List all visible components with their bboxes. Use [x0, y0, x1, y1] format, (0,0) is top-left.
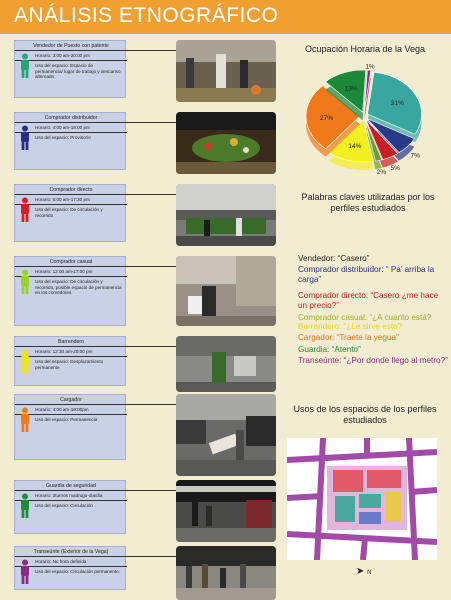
keywords-title: Palabras claves utilizadas por los perfiles estudiados: [301, 192, 435, 213]
keyword-quote: Cargador: “Traete la yegua”: [298, 333, 399, 342]
divider: [15, 490, 127, 491]
pie-slice-label: 5%: [390, 164, 400, 172]
pie-slice-label: 1%: [365, 63, 375, 71]
pie-slice-label: 14%: [348, 143, 362, 151]
connector-line: [127, 50, 177, 51]
profile-title: Cargador: [60, 397, 82, 403]
profile-card: [14, 336, 126, 386]
pie-slice-label: 31%: [390, 100, 404, 108]
connector-line: [127, 194, 177, 195]
profile-title: Comprador casual: [49, 259, 93, 265]
divider: [15, 414, 127, 415]
divider: [15, 404, 127, 405]
photo-barrendero: [176, 336, 276, 392]
profile-uso: Uso del espacio: De circulación y recorrido, posible espacio de permanencia en los comedores.: [35, 279, 122, 296]
site-map: [287, 438, 437, 560]
photo-comprador-casual: [176, 256, 276, 326]
profile-card: [14, 184, 126, 242]
profile-horario: Horario: 3:00 am-20:00 pm: [35, 53, 90, 58]
page-title: ANÁLISIS ETNOGRÁFICO: [14, 4, 279, 27]
profile-uso: Uso del espacio: Permanencia: [35, 417, 98, 422]
connector-line: [127, 490, 177, 491]
keyword-quote: Vendedor: “Casero”: [298, 254, 370, 263]
profile-card: [14, 256, 126, 326]
divider: [15, 356, 127, 357]
pie-slice-label: 2%: [376, 169, 386, 177]
profile-card: [14, 40, 126, 98]
profile-uso: Uso del espacio: Espacio de permanencia/ lugar de trabajo y descanso alternado: [35, 63, 121, 80]
pie-slice-label: 27%: [320, 115, 334, 123]
profile-title: Comprador directo: [49, 187, 93, 193]
chart-title: Ocupación Horaria de la Vega: [304, 44, 426, 54]
photo-guardia: [176, 480, 276, 542]
profile-uso: Uso del espacio: Desplazamiento permanente: [35, 359, 104, 370]
person-icon: [19, 559, 31, 585]
profile-card: [14, 480, 126, 534]
divider: [15, 346, 127, 347]
photo-vendedor: [176, 40, 276, 102]
person-icon: [19, 53, 31, 79]
divider: [15, 204, 127, 205]
profile-title: Comprador distribuidor: [44, 115, 98, 121]
pie-slice-label: 7%: [410, 152, 420, 160]
keyword-quote: Barrendero: “¿Le sirve esto?: [298, 322, 403, 331]
person-icon: [19, 349, 31, 375]
profile-title: Vendedor de Puesto con patente: [33, 43, 109, 49]
pie-slice-label: 13%: [344, 85, 358, 93]
keyword-quote: Guardia: “Atento”: [298, 345, 361, 354]
north-arrow-icon: ➤ N: [356, 566, 372, 577]
divider: [15, 50, 127, 51]
profile-horario: Horario: 4:00 am-19:00 pm: [35, 125, 90, 130]
connector-line: [127, 556, 177, 557]
profile-horario: Horario: 6:00 am-17:30 pm: [35, 197, 90, 202]
keyword-quote: Comprador directo: “Casero ¿me hace un precio?”: [298, 291, 439, 311]
profile-horario: Horario: 2turnos madrugo-dia/dia: [35, 493, 103, 498]
divider: [15, 132, 127, 133]
connector-line: [127, 266, 177, 267]
divider: [15, 566, 127, 567]
profile-horario: Horario: 4:00 am-19:00pm: [35, 407, 89, 412]
keyword-quote: Comprador distribuidor: “ Pa’ arriba la carga”: [298, 265, 435, 285]
divider: [15, 500, 127, 501]
profile-card: [14, 112, 126, 170]
person-icon: [19, 197, 31, 223]
person-icon: [19, 493, 31, 519]
profile-uso: Uso del espacio: De circulación y recorrido: [35, 207, 103, 218]
north-label: N: [367, 570, 372, 576]
divider: [15, 60, 127, 61]
photo-comprador-directo: [176, 184, 276, 246]
divider: [15, 122, 127, 123]
profile-horario: Horario: 12:30 am-20:00 pm: [35, 349, 93, 354]
photo-transeunte: [176, 546, 276, 600]
photo-comprador-distribuidor: [176, 112, 276, 174]
photo-cargador: [176, 394, 276, 476]
profile-title: Barrendero: [58, 339, 84, 345]
profile-horario: Horario: No hora definida: [35, 559, 87, 564]
profile-title: Guardia de seguridad: [46, 483, 96, 489]
divider: [15, 556, 127, 557]
connector-line: [127, 404, 177, 405]
connector-line: [127, 346, 177, 347]
keyword-quote: Transeúnte: “¿Por donde llego al metro?”: [298, 356, 448, 365]
usos-title: Usos de los espacios de los perfiles estudiados: [293, 404, 437, 425]
profile-uso: Uso del espacio: Circulación permanente.: [35, 569, 121, 574]
header-bar: [0, 0, 451, 34]
connector-line: [127, 122, 177, 123]
pie-chart: [282, 58, 451, 188]
profile-card: [14, 546, 126, 590]
profile-uso: Uso del espacio: Circulación: [35, 503, 93, 508]
divider: [15, 266, 127, 267]
person-icon: [19, 125, 31, 151]
profile-card: [14, 394, 126, 460]
divider: [15, 276, 127, 277]
person-icon: [19, 269, 31, 295]
person-icon: [19, 407, 31, 433]
profile-horario: Horario: 12:00 am-17:00 pm: [35, 269, 93, 274]
divider: [15, 194, 127, 195]
keyword-quote: Comprador casual: “¿A cuanto está?: [298, 313, 432, 322]
profile-uso: Uso del espacio: Provisorio: [35, 135, 91, 140]
profile-title: Transeúnte (Exterior de la Vega): [33, 549, 109, 555]
